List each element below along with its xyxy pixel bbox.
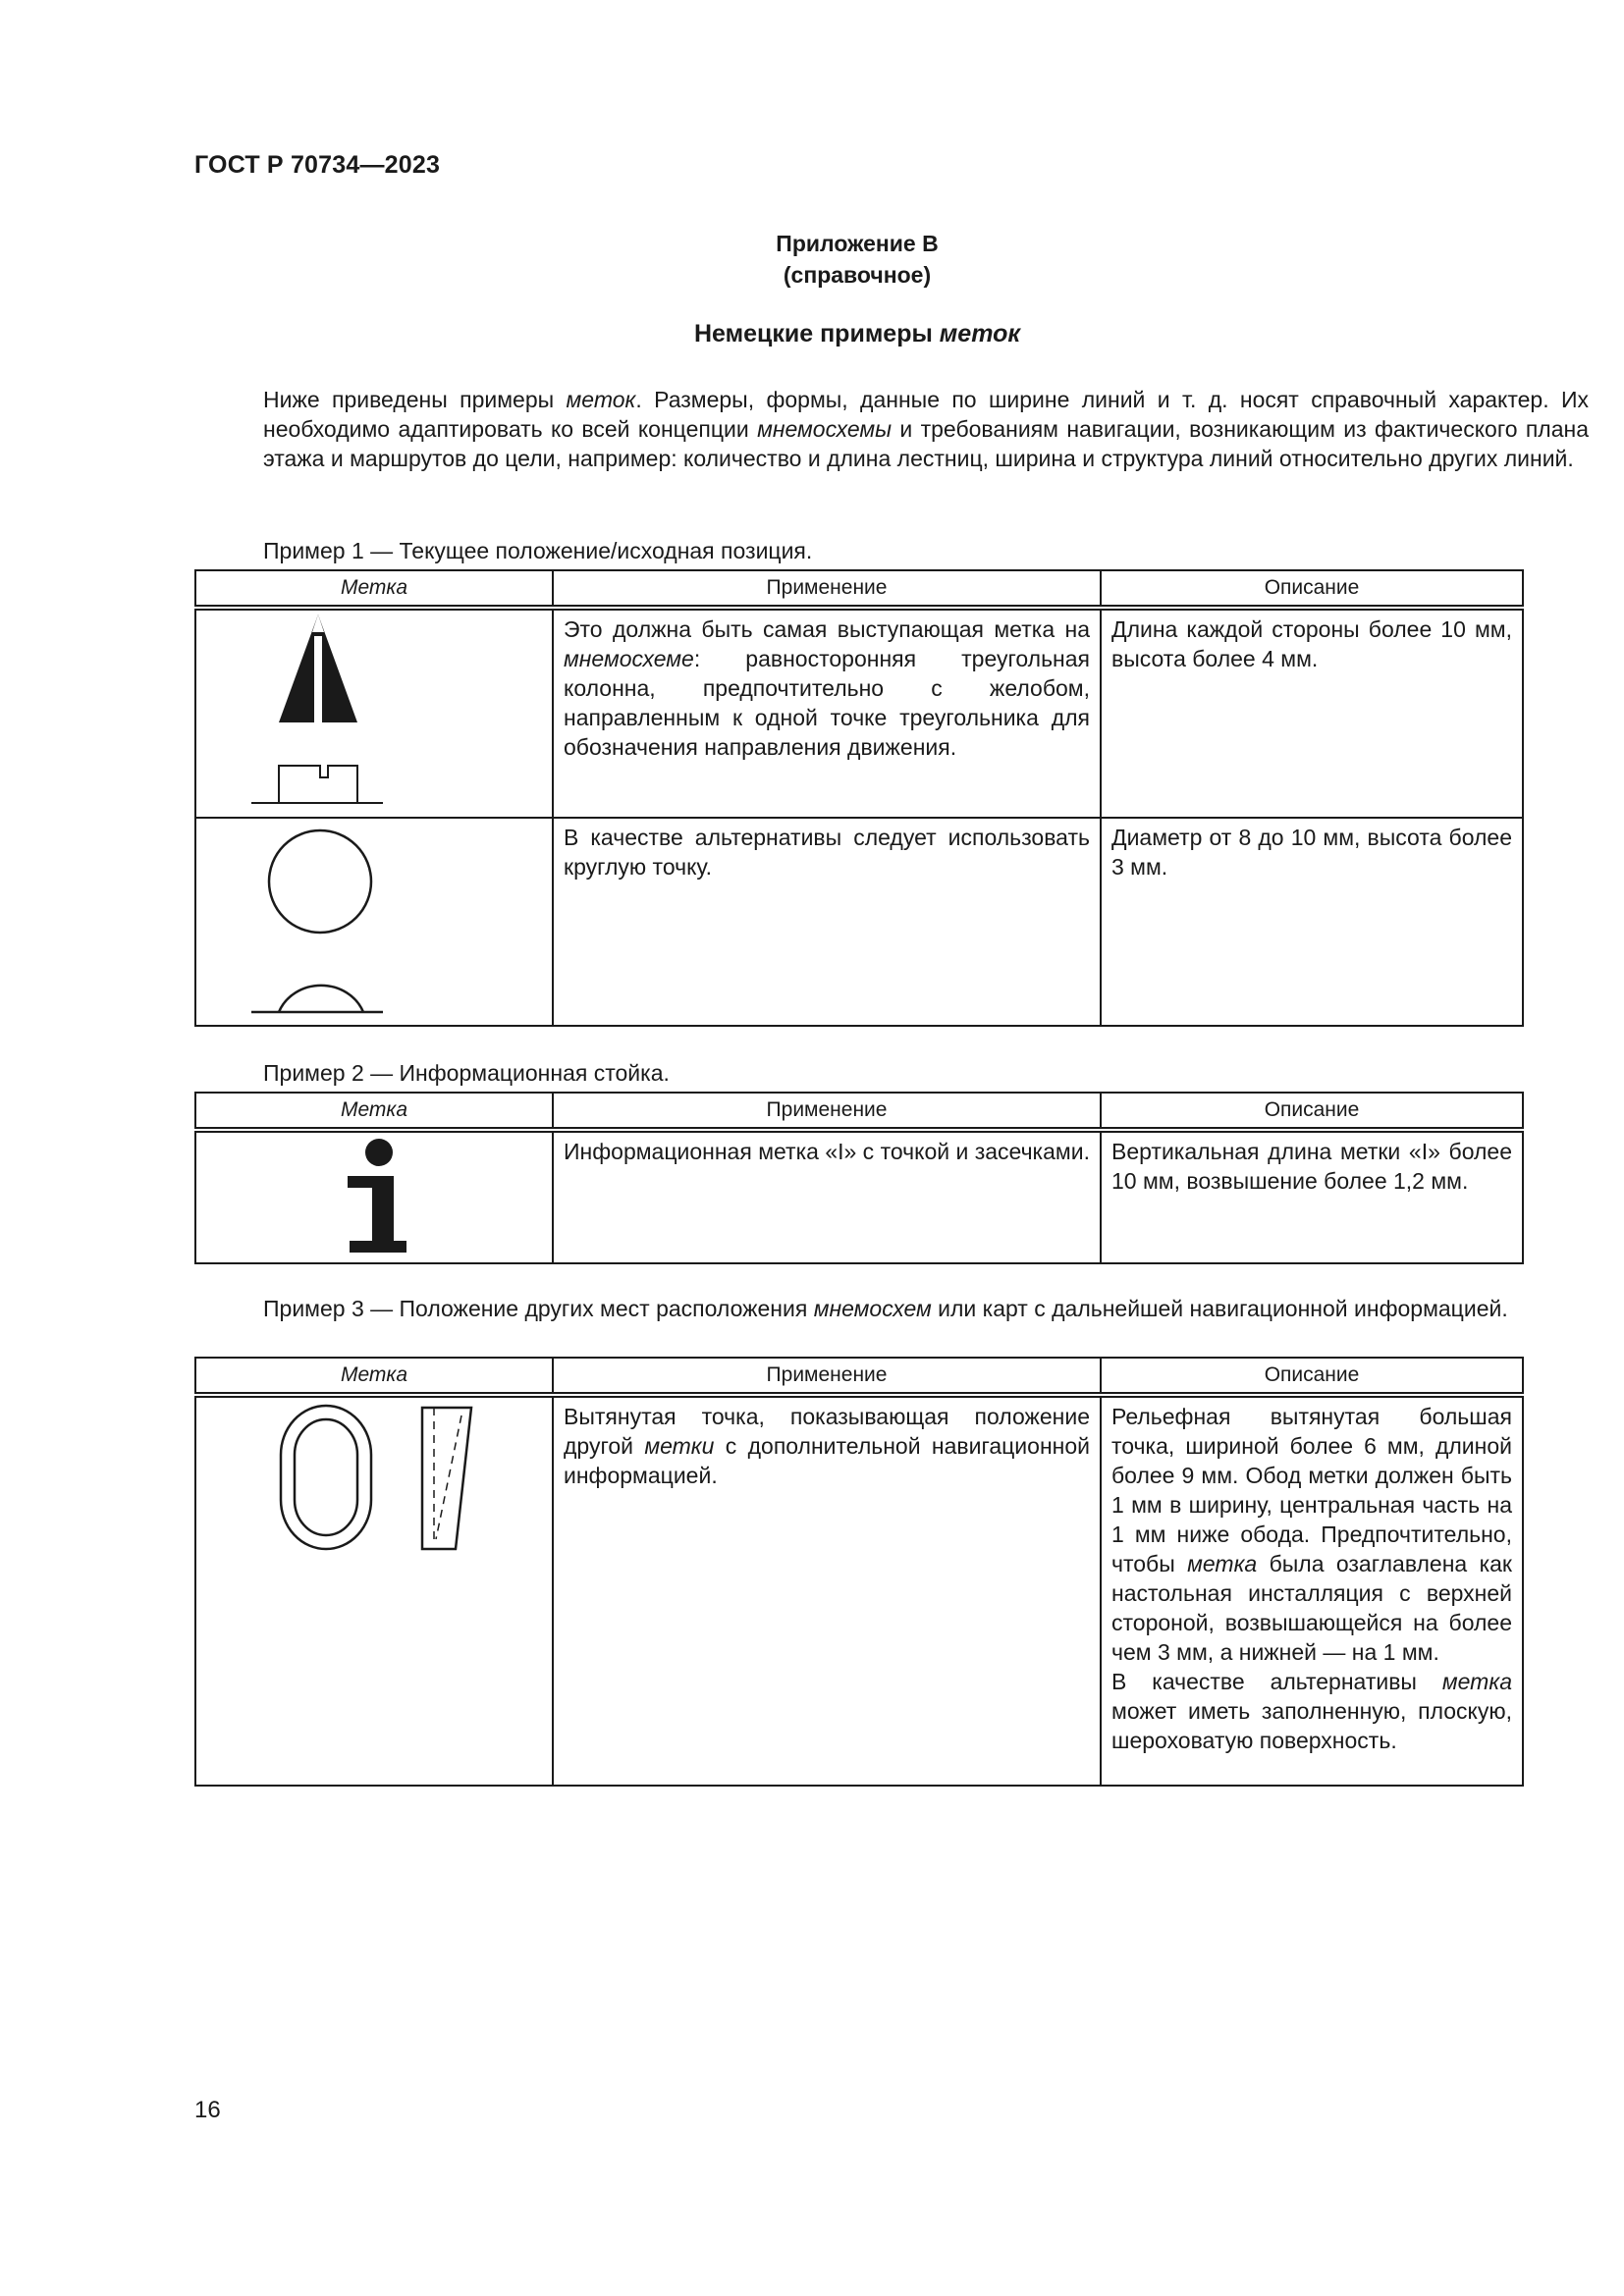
- info-i-icon: [196, 1133, 552, 1262]
- intro-text-1: Ниже приведены примеры: [263, 387, 567, 412]
- intro-text-2: . Размеры, формы, данные по ширине линий и т. д. носят справочный характер. Их необходимо адаптировать ко всей концепции: [263, 387, 1589, 442]
- description-text: Длина каждой стороны более 10 мм, высота более 4 мм.: [1111, 616, 1512, 671]
- usage-text-part: с дополнительной навигационной информацией.: [564, 1433, 1090, 1488]
- column-header-mark: Метка: [195, 570, 553, 608]
- annex-title-text: Немецкие примеры: [693, 320, 940, 347]
- description-italic-term: метка: [1441, 1669, 1512, 1694]
- table-header-row: [195, 570, 1523, 608]
- table-row: [195, 1130, 1523, 1263]
- description-paragraph: [1111, 1402, 1512, 1667]
- column-header-description: Описание: [1101, 570, 1523, 608]
- annex-heading: [194, 228, 1520, 291]
- mark-cell: [195, 608, 553, 818]
- description-text-part: В качестве альтернативы: [1111, 1669, 1442, 1694]
- description-text: Вертикальная длина метки «I» более 10 мм, возвышение более 1,2 мм.: [1111, 1139, 1512, 1194]
- description-text-part: была озаглавлена как настольная инсталляция с верхней стороной, возвышающейся на более чем 3 мм, а нижней — на 1 мм.: [1111, 1551, 1512, 1665]
- column-header-usage: Применение: [553, 570, 1101, 608]
- annex-title-italic: меток: [939, 320, 1021, 347]
- description-cell: [1101, 1395, 1523, 1786]
- table-header-row: [195, 1358, 1523, 1395]
- caption-text-part: или карт с дальнейшей навигационной информацией.: [931, 1296, 1508, 1321]
- example-2-caption: Пример 2 — Информационная стойка.: [263, 1060, 670, 1086]
- usage-text-part: Это должна быть самая выступающая метка на: [564, 616, 1090, 642]
- annex-label: Приложение В: [776, 231, 939, 256]
- column-header-mark: Метка: [195, 1358, 553, 1395]
- usage-text-part: : равносторонняя треугольная колонна, предпочтительно с желобом, направленным к одной точке треугольника для обозначения направления движения.: [564, 646, 1090, 760]
- example-2-table: [194, 1092, 1524, 1264]
- table-header-row: [195, 1093, 1523, 1130]
- description-text: Диаметр от 8 до 10 мм, высота более 3 мм.: [1111, 825, 1512, 880]
- column-header-description: Описание: [1101, 1358, 1523, 1395]
- description-paragraph: [1111, 1667, 1512, 1755]
- usage-cell: [553, 1130, 1101, 1263]
- example-3-caption: [194, 1294, 1520, 1323]
- mark-cell: [195, 1395, 553, 1786]
- usage-italic-term: мнемосхеме: [564, 646, 694, 671]
- column-header-usage: Применение: [553, 1093, 1101, 1130]
- column-header-usage: Применение: [553, 1358, 1101, 1395]
- column-header-mark: Метка: [195, 1093, 553, 1130]
- intro-italic-2: мнемосхемы: [757, 416, 893, 442]
- description-text-part: Рельефная вытянутая большая точка, шириной более 6 мм, длиной более 9 мм. Обод метки должен быть 1 мм в ширину, центральная часть на 1 мм ниже обода. Предпочтительно, чтобы: [1111, 1404, 1512, 1576]
- description-cell: [1101, 1130, 1523, 1263]
- usage-italic-term: метки: [644, 1433, 715, 1459]
- column-header-description: Описание: [1101, 1093, 1523, 1130]
- caption-italic-term: мнемосхем: [813, 1296, 932, 1321]
- description-cell: [1101, 608, 1523, 818]
- round-dot-icon: [196, 819, 552, 1023]
- usage-cell: [553, 608, 1101, 818]
- table-row: [195, 1395, 1523, 1786]
- caption-text-part: Пример 3 — Положение других мест расположения: [263, 1296, 814, 1321]
- example-1-table: [194, 569, 1524, 1027]
- description-italic-term: метка: [1187, 1551, 1258, 1576]
- mark-cell: [195, 818, 553, 1026]
- intro-italic-1: меток: [566, 387, 636, 412]
- table-row: [195, 818, 1523, 1026]
- usage-text: Информационная метка «I» с точкой и засечками.: [564, 1139, 1090, 1164]
- elongated-dot-icon: [196, 1398, 552, 1555]
- annex-type: (справочное): [783, 262, 932, 288]
- annex-title: [194, 320, 1520, 348]
- description-text: [1102, 1398, 1522, 1759]
- usage-cell: [553, 818, 1101, 1026]
- page-number: 16: [194, 2097, 221, 2123]
- mark-cell: [195, 1130, 553, 1263]
- usage-text-part: Вытянутая точка, показывающая положение другой: [564, 1404, 1090, 1459]
- example-1-caption: Пример 1 — Текущее положение/исходная позиция.: [263, 538, 813, 563]
- example-3-table: [194, 1357, 1524, 1787]
- triangle-column-with-groove-icon: [196, 611, 552, 817]
- usage-text: [554, 611, 1100, 766]
- usage-text: В качестве альтернативы следует использовать круглую точку.: [564, 825, 1090, 880]
- document-code: ГОСТ Р 70734—2023: [194, 151, 441, 179]
- description-text-part: может иметь заполненную, плоскую, шероховатую поверхность.: [1111, 1698, 1512, 1753]
- usage-text: [554, 1398, 1100, 1494]
- usage-cell: [553, 1395, 1101, 1786]
- table-row: [195, 608, 1523, 818]
- description-cell: [1101, 818, 1523, 1026]
- intro-paragraph: [194, 385, 1589, 473]
- intro-text-3: и требованиям навигации, возникающим из фактического плана этажа и маршрутов до цели, например: количество и длина лестниц, ширина и структура линий относительно других линий.: [263, 416, 1589, 471]
